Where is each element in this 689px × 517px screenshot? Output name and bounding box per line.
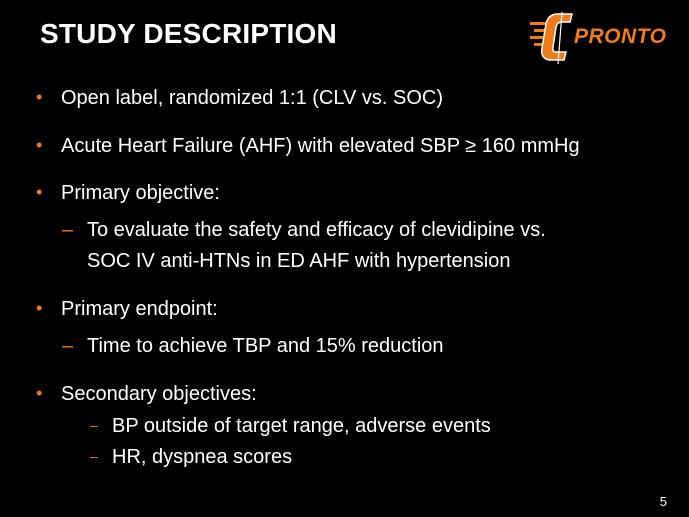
logo-text: PRONTO (574, 25, 667, 48)
slide-title: STUDY DESCRIPTION (40, 18, 337, 49)
page-number: 5 (659, 494, 667, 509)
sub-text: SOC IV anti-HTNs in ED AHF with hypertension (87, 250, 511, 272)
bullet-text: Secondary objectives: (61, 383, 257, 405)
bullet-icon: • (36, 298, 43, 318)
dash-icon: – (90, 448, 98, 464)
bullet-text: Acute Heart Failure (AHF) with elevated SBP ≥ 160 mmHg (61, 135, 580, 157)
bullet-icon: • (36, 87, 43, 107)
bullet-icon: • (36, 383, 43, 403)
bullet-icon: • (36, 135, 43, 155)
sub-text: To evaluate the safety and efficacy of clevidipine vs. (87, 219, 546, 241)
sub-text: BP outside of target range, adverse events (112, 415, 491, 437)
sub-text: Time to achieve TBP and 15% reduction (87, 335, 444, 357)
dash-icon: – (90, 417, 98, 433)
pronto-logo (528, 8, 670, 66)
sub-text: HR, dyspnea scores (112, 446, 293, 468)
bullet-text: Open label, randomized 1:1 (CLV vs. SOC) (61, 87, 444, 109)
bullet-text: Primary endpoint: (61, 298, 218, 320)
dash-icon: – (62, 219, 74, 241)
dash-icon: – (62, 335, 74, 357)
bullet-text: Primary objective: (61, 182, 220, 204)
bullet-icon: • (36, 182, 43, 202)
